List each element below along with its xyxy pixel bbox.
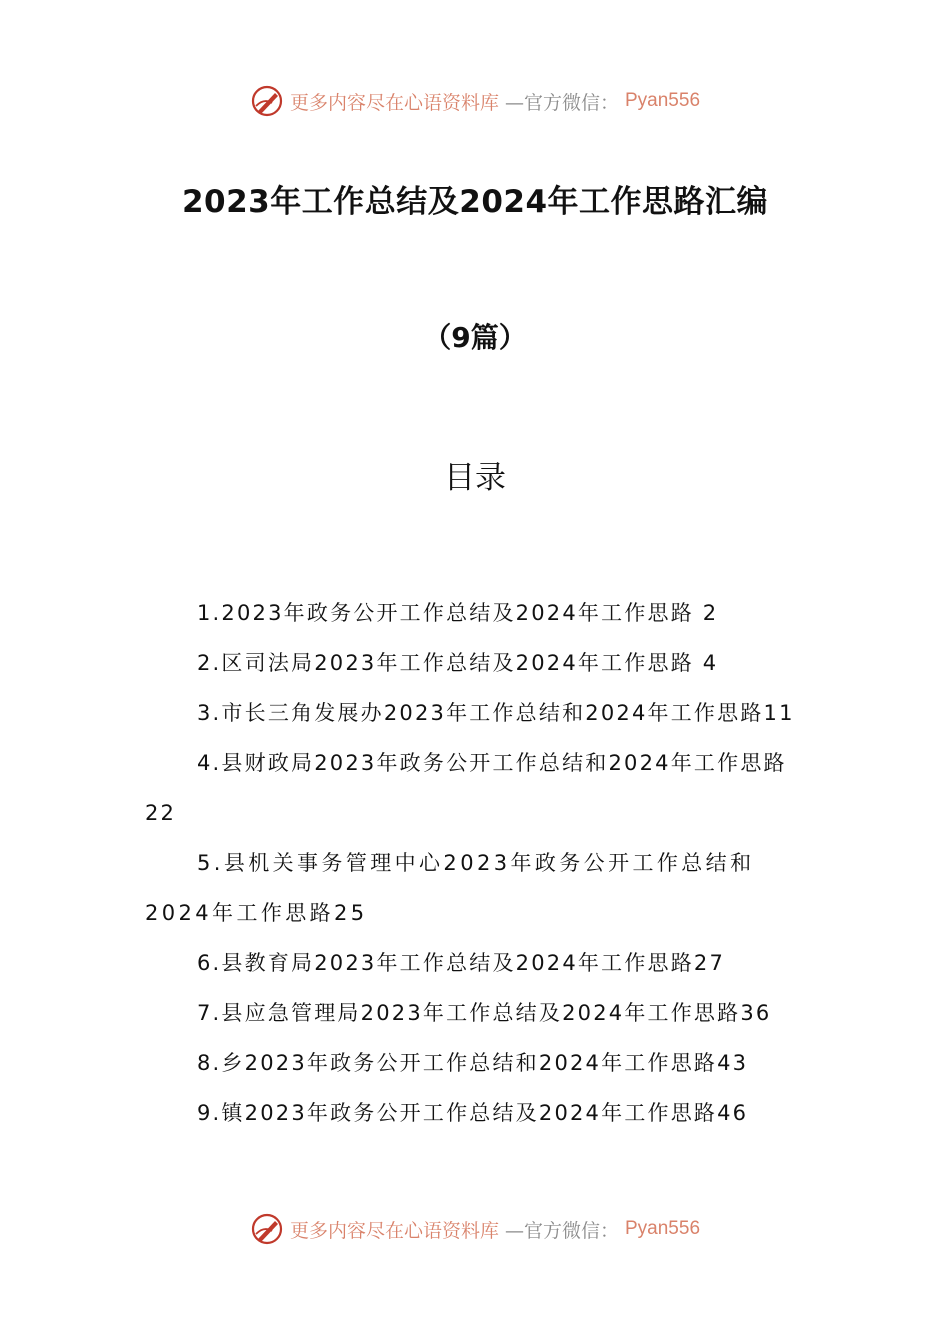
- toc-item-1[interactable]: 1.2023年政务公开工作总结及2024年工作思路 2: [197, 601, 719, 625]
- toc-item-9[interactable]: 9.镇2023年政务公开工作总结及2024年工作思路46: [197, 1101, 749, 1125]
- toc-item-7[interactable]: 7.县应急管理局2023年工作总结及2024年工作思路36: [197, 1001, 772, 1025]
- toc-item-5[interactable]: 5.县机关事务管理中心2023年政务公开工作总结和2024年工作思路25: [145, 851, 755, 925]
- document-subtitle: （9篇）: [423, 321, 527, 354]
- toc-item-8[interactable]: 8.乡2023年政务公开工作总结和2024年工作思路43: [197, 1051, 749, 1075]
- watermark-wechat-id: Pyan556: [625, 1218, 701, 1239]
- table-of-contents: [145, 588, 807, 1138]
- watermark-wechat-id: Pyan556: [625, 90, 701, 111]
- watermark-text: 更多内容尽在心语资料库: [289, 91, 499, 114]
- watermark-separator: —官方微信：: [504, 1219, 619, 1242]
- toc-item-2[interactable]: 2.区司法局2023年工作总结及2024年工作思路 4: [197, 651, 719, 675]
- watermark-separator: —官方微信：: [504, 91, 619, 114]
- toc-heading: 目录: [444, 460, 506, 496]
- toc-item-6[interactable]: 6.县教育局2023年工作总结及2024年工作思路27: [197, 951, 726, 975]
- pen-logo-icon: [250, 84, 284, 118]
- toc-item-4[interactable]: 4.县财政局2023年政务公开工作总结和2024年工作思路22: [145, 751, 787, 825]
- watermark-footer: [0, 1212, 950, 1246]
- document-title: 2023年工作总结及2024年工作思路汇编: [181, 184, 769, 220]
- toc-item-3[interactable]: 3.市长三角发展办2023年工作总结和2024年工作思路11: [197, 701, 795, 725]
- pen-logo-icon: [250, 1212, 284, 1246]
- watermark-text: 更多内容尽在心语资料库: [289, 1219, 499, 1242]
- watermark-header: [0, 84, 950, 118]
